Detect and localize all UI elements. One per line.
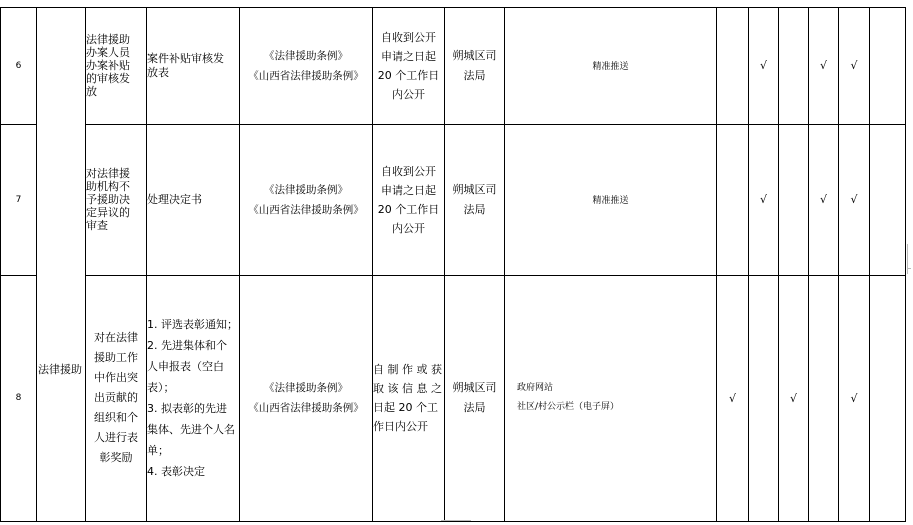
check-mark: √ bbox=[819, 193, 827, 206]
document-line: 处理决定书 bbox=[147, 192, 202, 206]
check-mark: √ bbox=[819, 59, 827, 72]
item-cell bbox=[86, 275, 147, 521]
item-line: 彰奖励 bbox=[99, 451, 133, 464]
table-row bbox=[1, 0, 906, 7]
item-line: 的审核发 bbox=[86, 72, 130, 85]
document-line: 集体、先进个人名 bbox=[147, 423, 235, 436]
check-cell bbox=[779, 7, 809, 124]
top-edge bbox=[1, 0, 906, 7]
document-cell bbox=[147, 7, 240, 124]
document-line: 表）； bbox=[147, 381, 175, 394]
check-cell bbox=[839, 7, 870, 124]
check-mark: √ bbox=[759, 59, 767, 72]
check-cell bbox=[870, 7, 906, 124]
item-line: 组织和个 bbox=[94, 411, 138, 424]
time-limit-line: 内公开 bbox=[392, 221, 425, 235]
scroll-edge-marker bbox=[907, 268, 911, 270]
channel-cell bbox=[505, 7, 717, 124]
table-row bbox=[1, 275, 906, 521]
check-cell bbox=[717, 275, 749, 521]
check-cell bbox=[717, 124, 749, 275]
item-line: 审查 bbox=[86, 219, 108, 232]
item-line: 对在法律 bbox=[94, 331, 138, 344]
check-mark: √ bbox=[850, 391, 858, 405]
page-edge-marker bbox=[441, 520, 471, 525]
department-line: 朔城区司 bbox=[452, 381, 497, 394]
check-mark: √ bbox=[850, 59, 858, 72]
document-line: 案件补贴审核发 bbox=[147, 51, 224, 65]
table-row bbox=[1, 7, 906, 124]
document-cell bbox=[147, 275, 240, 521]
check-cell bbox=[839, 124, 870, 275]
department-line: 法局 bbox=[463, 401, 486, 414]
department-cell bbox=[445, 7, 505, 124]
basis-cell bbox=[240, 275, 373, 521]
check-cell bbox=[809, 275, 839, 521]
document-line: 1. 评选表彰通知； bbox=[147, 318, 238, 331]
time-limit-cell bbox=[373, 7, 445, 124]
check-cell bbox=[749, 275, 779, 521]
time-limit-line: 申请之日起 bbox=[381, 183, 436, 197]
document-line: 人申报表（空白 bbox=[147, 360, 224, 373]
check-mark: √ bbox=[789, 391, 797, 405]
channel-line: 社区/村公示栏（电子屏） bbox=[517, 402, 620, 412]
check-cell bbox=[779, 275, 809, 521]
table-row bbox=[1, 124, 906, 275]
item-line: 予援助决 bbox=[86, 193, 130, 206]
check-cell bbox=[749, 7, 779, 124]
document-line: 2. 先进集体和个 bbox=[147, 339, 227, 352]
channel-line: 精准推送 bbox=[592, 196, 629, 206]
row-number: 7 bbox=[1, 124, 37, 275]
department-cell bbox=[445, 275, 505, 521]
check-mark: √ bbox=[759, 193, 767, 206]
check-mark: √ bbox=[850, 193, 858, 206]
category-label: 法律援助 bbox=[38, 363, 82, 376]
time-limit-line: 20 个工作日 bbox=[377, 202, 440, 216]
item-line: 法律援助 bbox=[86, 33, 130, 46]
check-cell bbox=[870, 124, 906, 275]
document-line: 单； bbox=[147, 444, 169, 457]
row-number: 6 bbox=[1, 7, 37, 124]
item-cell bbox=[86, 124, 147, 275]
item-line: 对法律援 bbox=[86, 167, 130, 180]
department-line: 朔城区司 bbox=[452, 182, 497, 196]
item-line: 定异议的 bbox=[86, 206, 130, 219]
check-mark: √ bbox=[728, 391, 736, 405]
item-line: 办案人员 bbox=[86, 46, 130, 59]
basis-cell bbox=[240, 7, 373, 124]
channel-line: 精准推送 bbox=[592, 62, 629, 72]
document-cell bbox=[147, 124, 240, 275]
check-cell bbox=[717, 7, 749, 124]
time-limit-line: 自 制 作 或 获 bbox=[373, 363, 442, 376]
time-limit-line: 作日内公开 bbox=[373, 420, 428, 433]
basis-line: 《山西省法律援助条例》 bbox=[248, 203, 364, 216]
item-line: 办案补贴 bbox=[86, 59, 130, 72]
basis-line: 《山西省法律援助条例》 bbox=[248, 402, 364, 414]
check-cell bbox=[809, 124, 839, 275]
item-line: 放 bbox=[86, 85, 97, 98]
item-line: 助机构不 bbox=[86, 180, 130, 193]
basis-line: 《法律援助条例》 bbox=[264, 183, 348, 196]
channel-cell bbox=[505, 275, 717, 521]
item-line: 人进行表 bbox=[94, 431, 138, 444]
basis-cell bbox=[240, 124, 373, 275]
department-line: 法局 bbox=[463, 202, 486, 216]
channel-cell bbox=[505, 124, 717, 275]
document-line: 3. 拟表彰的先进 bbox=[147, 402, 227, 415]
row-number: 8 bbox=[1, 275, 37, 521]
time-limit-line: 自收到公开 bbox=[381, 164, 436, 178]
time-limit-line: 日起 20 个工 bbox=[373, 401, 438, 414]
item-line: 出贡献的 bbox=[94, 391, 138, 404]
basis-line: 《山西省法律援助条例》 bbox=[248, 69, 364, 82]
item-line: 援助工作 bbox=[94, 351, 138, 364]
item-line: 中作出突 bbox=[94, 371, 138, 384]
item-cell bbox=[86, 7, 147, 124]
document-line: 放表 bbox=[147, 65, 169, 79]
time-limit-line: 20 个工作日 bbox=[377, 68, 440, 82]
check-cell bbox=[870, 275, 906, 521]
time-limit-line: 内公开 bbox=[392, 87, 425, 101]
check-cell bbox=[749, 124, 779, 275]
time-limit-line: 自收到公开 bbox=[381, 30, 436, 44]
department-line: 朔城区司 bbox=[452, 48, 497, 62]
document-line: 4. 表彰决定 bbox=[147, 465, 205, 478]
check-cell bbox=[809, 7, 839, 124]
check-cell bbox=[839, 275, 870, 521]
basis-line: 《法律援助条例》 bbox=[264, 382, 348, 394]
basis-line: 《法律援助条例》 bbox=[264, 49, 348, 62]
time-limit-cell bbox=[373, 275, 445, 521]
time-limit-line: 取 该 信 息 之 bbox=[373, 382, 442, 395]
department-cell bbox=[445, 124, 505, 275]
channel-line: 政府网站 bbox=[517, 383, 554, 393]
department-line: 法局 bbox=[463, 68, 486, 82]
check-cell bbox=[779, 124, 809, 275]
time-limit-line: 申请之日起 bbox=[381, 49, 436, 63]
category-cell bbox=[37, 7, 86, 521]
time-limit-cell bbox=[373, 124, 445, 275]
